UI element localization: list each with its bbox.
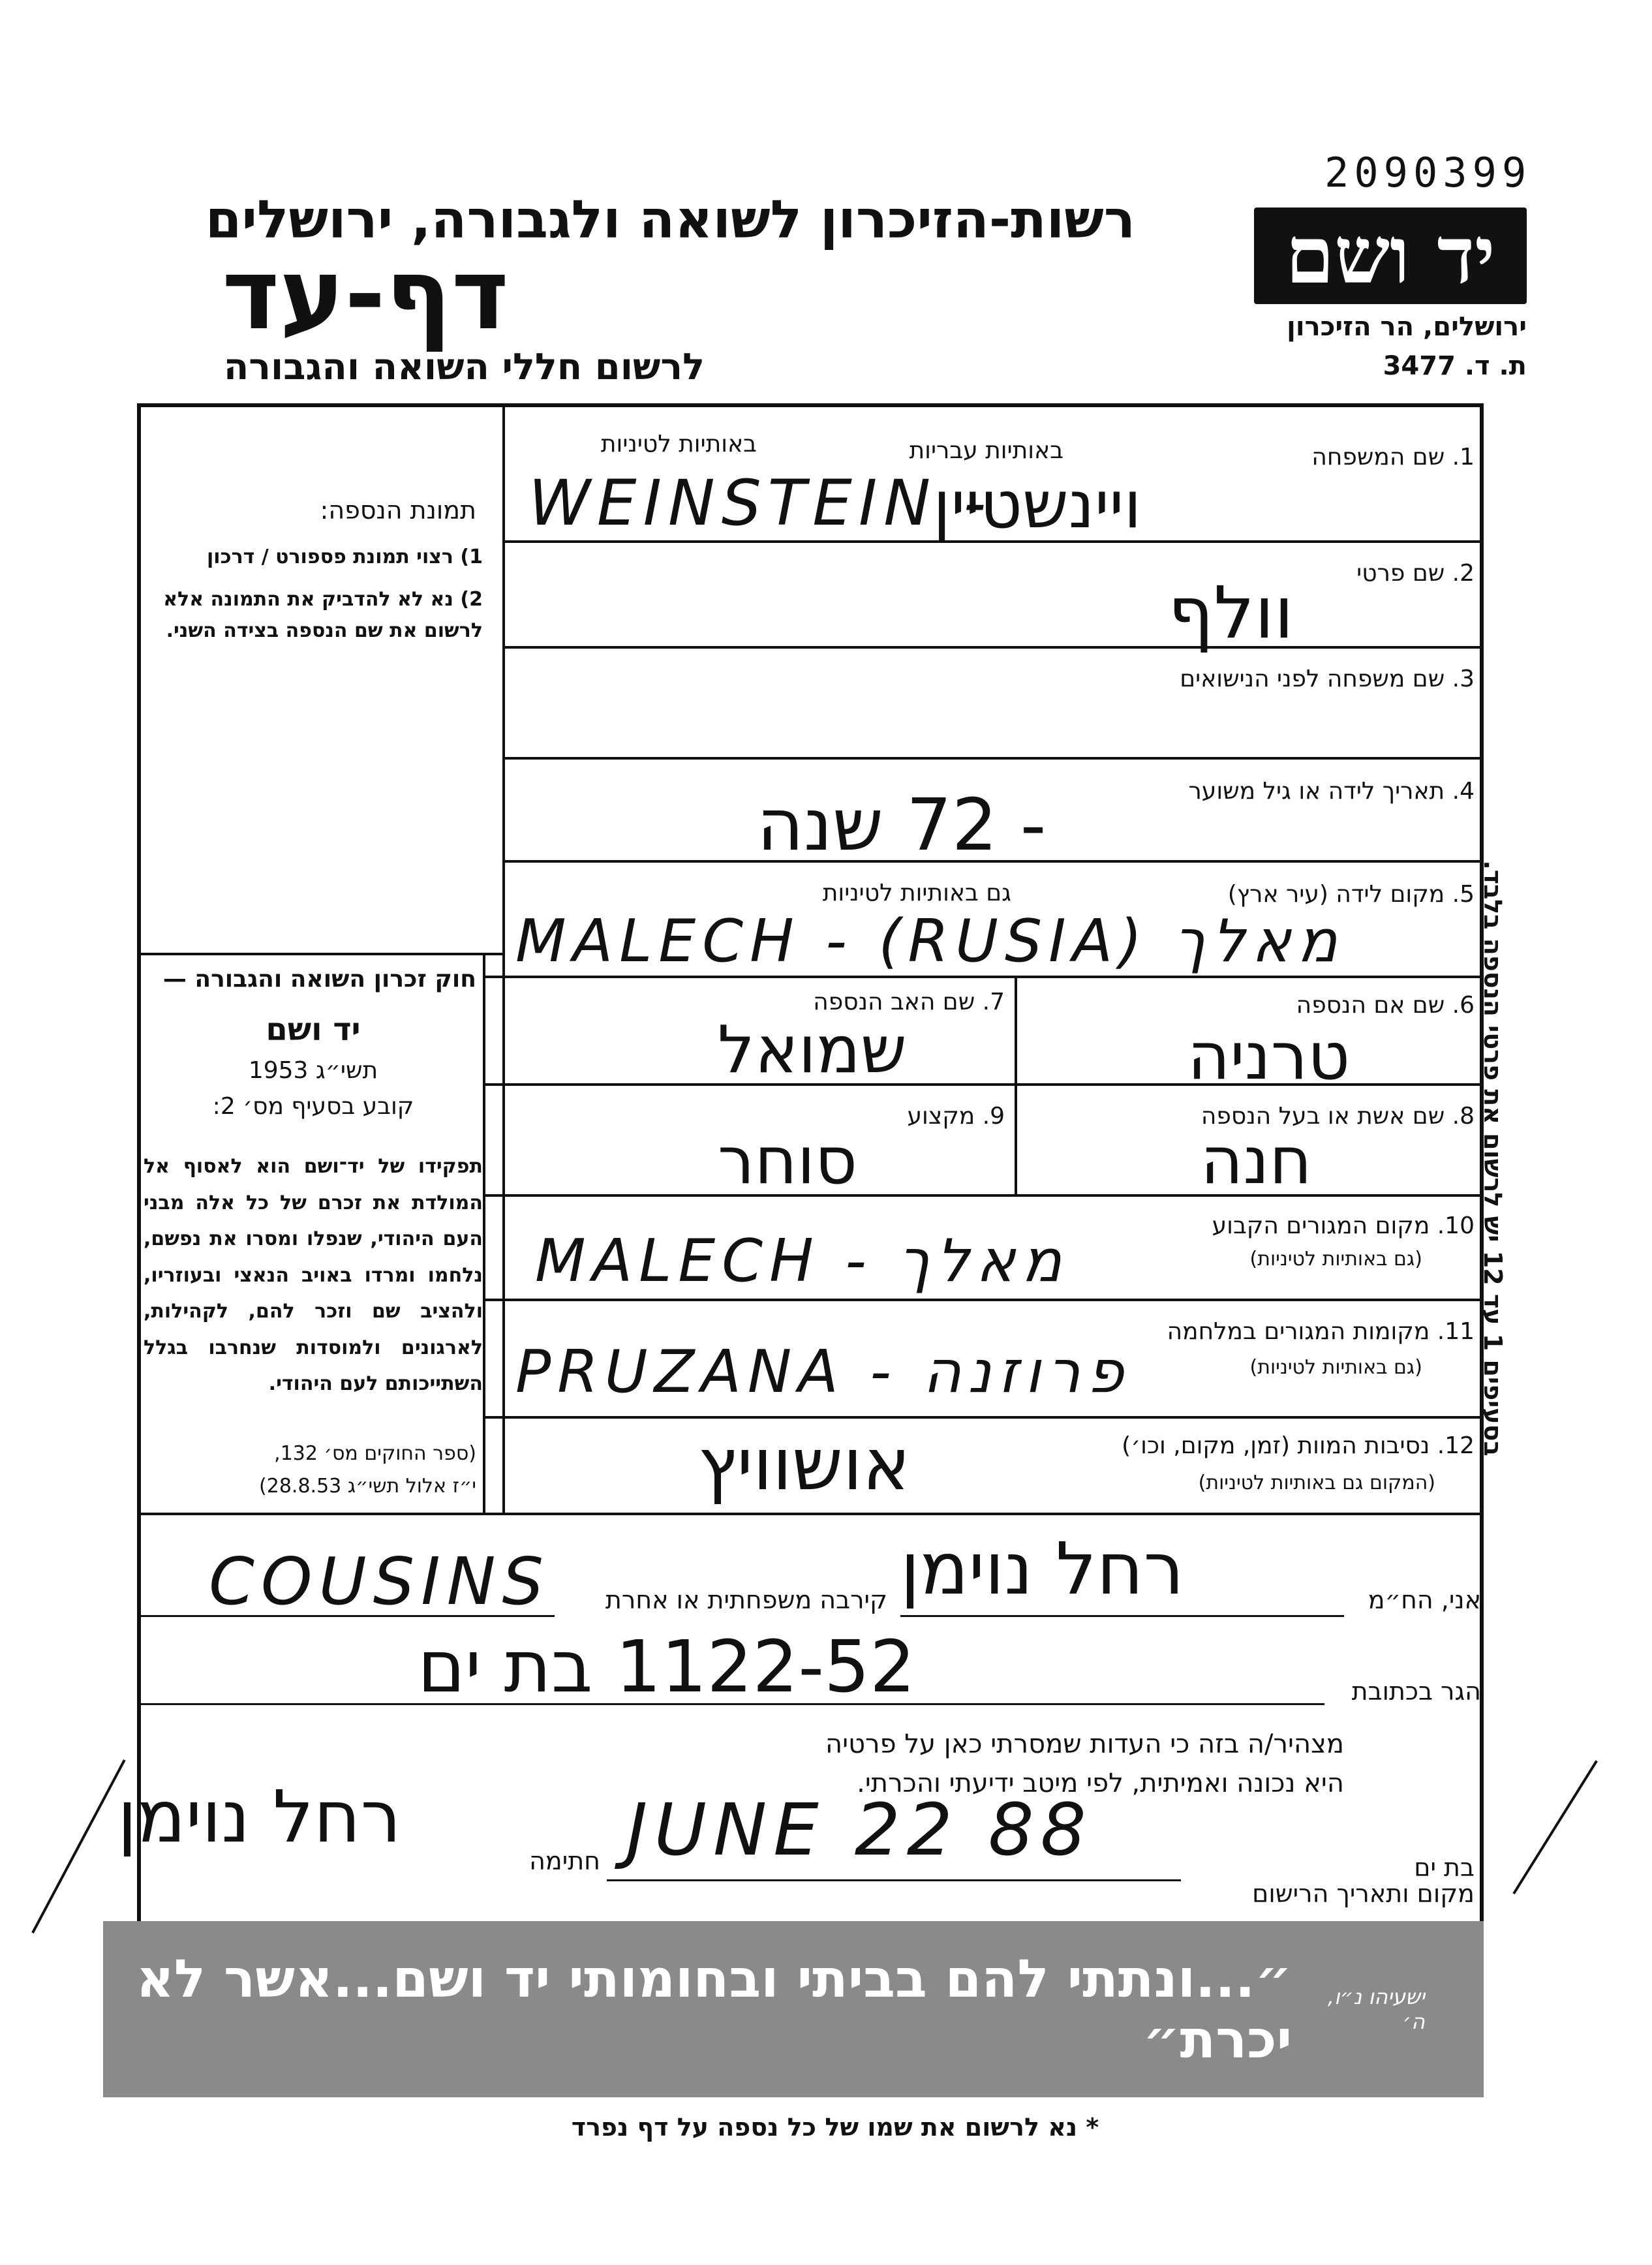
field-1-value-latin[interactable]: WEINSTEIN - <box>528 467 993 540</box>
document-number: 2090399 <box>1324 149 1532 196</box>
field-7-value[interactable]: שמואל <box>718 1011 907 1088</box>
field-10-label: 10. מקום המגורים הקבוע <box>1212 1212 1475 1239</box>
law-body: תפקידו של יד־ושם הוא לאסוף אל המולדת את זכרם של כל אלה מבני העם היהודי, שנפלו ומסרו את נפשם, נלחמו ומרדו באויב הנאצי ובעוזריו, ולהציב שם וזכר להם, לקהילות, לארגונים ולמוסדות שנחרבו בגלל השתייכותם לעם היהודי. <box>144 1155 483 1395</box>
field-3-label: 3. שם משפחה לפני הנישואים <box>1180 666 1475 692</box>
photo-panel-title: תמונת הנספה: <box>320 496 476 525</box>
yad-vashem-logo <box>1254 208 1527 304</box>
field-11-label: 11. מקומות המגורים במלחמה <box>1167 1318 1475 1345</box>
field-12-label: 12. נסיבות המוות (זמן, מקום, וכו׳) <box>1122 1432 1475 1459</box>
column-divider <box>502 403 505 1513</box>
law-year: תשי״ג 1953 <box>248 1057 378 1084</box>
pen-stroke-right <box>1512 1760 1598 1894</box>
address-value[interactable]: 1122-52 בת ים <box>418 1625 916 1708</box>
field-10-value[interactable]: MALECH - מאלך <box>535 1227 1069 1295</box>
witness-line <box>900 1615 1344 1617</box>
field-5-value[interactable]: MALECH - (RUSIA) מאלך <box>515 907 1344 976</box>
banner-quote: ״...ונתתי להם בביתי ובחומותי יד ושם...אשר לא יכרת״ <box>136 1949 1293 2070</box>
field-6-label: 6. שם אם הנספה <box>1296 992 1475 1019</box>
field-1-hebrew-header: באותיות עבריות <box>909 437 1063 464</box>
field-11-value[interactable]: PRUZANA - פרוזנה <box>515 1338 1131 1406</box>
statement-line-1: מצהיר/ה בזה כי העדות שמסרתי כאן על פרטיה <box>825 1729 1344 1759</box>
authority-title: רשות-הזיכרון לשואה ולגבורה, ירושלים <box>205 189 1135 250</box>
law-name: יד ושם <box>266 1011 361 1048</box>
column-divider-lower <box>483 953 485 1514</box>
row-rule-8 <box>483 1299 1484 1301</box>
field-2-label: 2. שם פרטי <box>1356 560 1475 587</box>
row-rule-7 <box>483 1194 1484 1197</box>
field-7-label: 7. שם האב הנספה <box>813 989 1005 1015</box>
field-5-label: 5. מקום לידה (עיר ארץ) <box>1227 881 1475 908</box>
field-4-value[interactable]: - 72 שנה <box>757 783 1047 867</box>
mid-divider <box>1015 976 1017 1194</box>
place-date-line <box>607 1879 1181 1881</box>
field-2-value[interactable]: וולף <box>1168 571 1294 655</box>
field-12-subtitle: (המקום גם באותיות לטיניות) <box>1198 1471 1435 1494</box>
address-line-2: ת. ד. 3477 <box>1383 351 1527 381</box>
quote-banner <box>103 1921 1484 2097</box>
field-9-label: 9. מקצוע <box>907 1103 1005 1130</box>
field-4-label: 4. תאריך לידה או גיל משוער <box>1188 778 1475 805</box>
signature-value[interactable]: רחל נוימן <box>117 1775 401 1858</box>
relation-value[interactable]: COUSINS <box>209 1543 550 1620</box>
row-rule-9 <box>483 1416 1484 1419</box>
place-date-label: בת ים <box>1414 1853 1475 1882</box>
field-1-value-hebrew[interactable]: ויינשטיין <box>933 467 1142 543</box>
law-section: קובע בסעיף מס׳ 2: <box>212 1093 414 1120</box>
address-label: הגר בכתובת <box>1351 1677 1481 1706</box>
address-line-1: ירושלים, הר הזיכרון <box>1287 312 1527 342</box>
law-title: חוק זכרון השואה והגבורה — <box>162 966 476 993</box>
witness-name-value[interactable]: רחל נוימן <box>900 1527 1184 1610</box>
field-1-label: 1. שם המשפחה <box>1311 444 1475 470</box>
statement-line-2: היא נכונה ואמיתית, לפי מיטב ידיעתי והכרתי. <box>857 1768 1344 1798</box>
field-9-value[interactable]: סוחר <box>718 1122 857 1199</box>
field-10-subtitle: (גם באותיות לטיניות) <box>1249 1248 1422 1271</box>
row-rule-5 <box>483 976 1484 978</box>
row-rule-2 <box>502 646 1484 649</box>
field-8-value[interactable]: חנה <box>1201 1122 1312 1199</box>
relation-label: קירבה משפחתית או אחרת <box>605 1586 887 1614</box>
form-title: דף-עד <box>222 238 509 352</box>
logo-text: יד ושם <box>1285 209 1495 301</box>
pen-stroke <box>31 1759 125 1934</box>
vertical-instruction: בסעיפים 1 עד 12 יש לרשום את פרטי הנספה בלבד. <box>1478 860 1507 1456</box>
field-5-latin-header: גם באותיות לטיניות <box>822 880 1011 906</box>
date-value[interactable]: JUNE 22 88 <box>626 1788 1093 1872</box>
row-rule-3 <box>502 757 1484 760</box>
field-12-value[interactable]: אושוויץ <box>698 1423 911 1506</box>
footer-note: * נא לרשום את שמו של כל נספה על דף נפרד <box>571 2113 1099 2142</box>
field-1-latin-header: באותיות לטיניות <box>600 431 757 457</box>
signature-label: חתימה <box>529 1847 600 1875</box>
place-date-label-text: מקום ותאריך הרישום <box>1252 1879 1475 1908</box>
law-citation-2: י״ז אלול תשי״ג 28.8.53) <box>259 1475 476 1498</box>
left-panel-separator <box>137 953 502 955</box>
witness-prefix: אני, הח״מ <box>1368 1586 1481 1614</box>
law-citation-1: (ספר החוקים מס׳ 132, <box>274 1442 476 1465</box>
field-8-label: 8. שם אשת או בעל הנספה <box>1201 1103 1475 1130</box>
field-6-value[interactable]: טרניה <box>1187 1018 1351 1094</box>
field-11-subtitle: (גם באותיות לטיניות) <box>1249 1356 1422 1379</box>
form-subtitle: לרשום חללי השואה והגבורה <box>223 346 705 388</box>
section-separator <box>137 1513 1484 1515</box>
photo-note-2: 2) נא לא להדביק את התמונה אלא לרשום את שם הנספה בצידה השני. <box>163 588 483 642</box>
photo-note-1: 1) רצוי תמונת פספורט / דרכון <box>206 546 483 568</box>
banner-reference: ישעיהו נ״ו, ה׳ <box>1327 1984 1425 2034</box>
